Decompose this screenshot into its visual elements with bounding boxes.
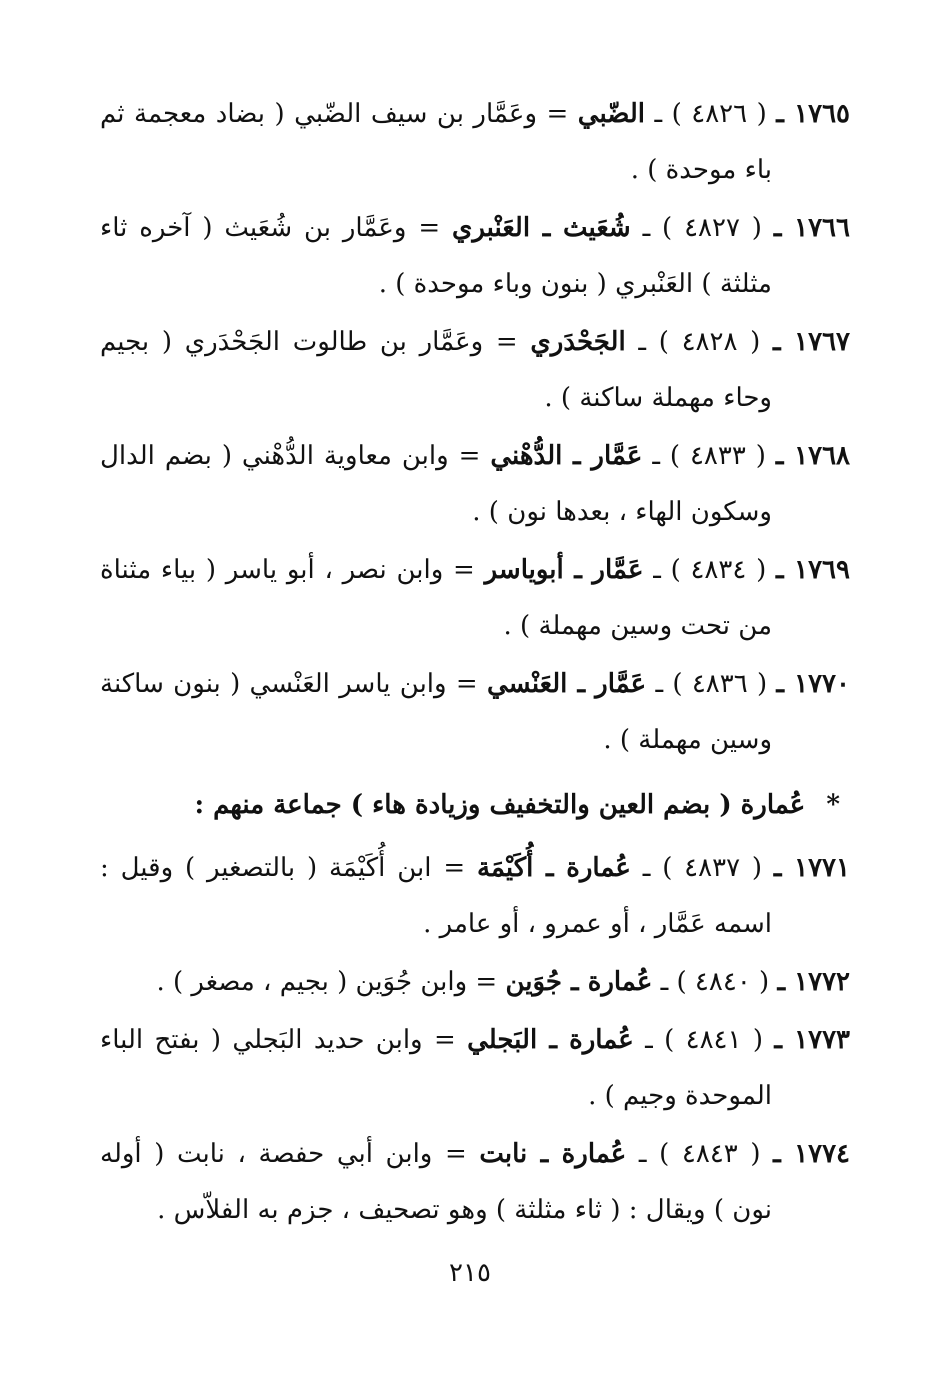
star-icon: * xyxy=(826,790,840,820)
entry-text: ( ٤٨٤٠ ) ـ xyxy=(652,967,778,997)
entry-text: = وابن معاوية الدُّهْني ( بضم الدال xyxy=(100,441,491,471)
entry xyxy=(100,656,850,768)
entry-number: ١٧٦٥ ـ xyxy=(776,99,850,129)
entry-line-2: نون ) ويقال : ( ثاء مثلثة ) وهو تصحيف ، جزم به الفلاّس . xyxy=(157,1195,772,1225)
entry-line-2: وحاء مهملة ساكنة ) . xyxy=(544,383,772,413)
entry-text: = وابن جُوَين ( بجيم ، مصغر ) . xyxy=(156,967,506,997)
entry-text: = وعَمَّار بن شُعَيث ( آخره ثاء xyxy=(100,213,452,243)
entry-name: الضّبي xyxy=(577,99,645,129)
entry-line-2: الموحدة وجيم ) . xyxy=(588,1081,772,1111)
entry-line-1 xyxy=(100,840,850,896)
entry-line-2: من تحت وسين مهملة ) . xyxy=(503,611,772,641)
entry xyxy=(100,1126,850,1238)
entry-number: ١٧٦٦ ـ xyxy=(773,213,850,243)
entry-text: ( ٤٨٣٤ ) ـ xyxy=(643,555,776,585)
entry-line-1 xyxy=(100,200,850,256)
entry-text: ( ٤٨٢٧ ) ـ xyxy=(630,213,774,243)
entry xyxy=(100,314,850,426)
entry-text: ( ٤٨٤١ ) ـ xyxy=(633,1025,775,1055)
entry-text: = وعَمَّار بن طالوت الجَحْدَري ( بجيم xyxy=(100,327,531,357)
entry-text: = ابن أُكَيْمَة ( بالتصغير ) وقيل : xyxy=(100,853,477,883)
entry-line-2: اسمه عَمَّار ، أو عمرو ، أو عامر . xyxy=(423,909,772,939)
entry-line-2: مثلثة ) العَنْبري ( بنون وباء موحدة ) . xyxy=(378,269,772,299)
entry-name: عَمَّار ـ الدُّهْني xyxy=(490,441,643,471)
section-heading xyxy=(100,772,850,838)
entry-name: الجَحْدَري xyxy=(530,327,626,357)
entry-line-1 xyxy=(100,86,850,142)
page-number: ٢١٥ xyxy=(449,1258,491,1288)
entry-line-1 xyxy=(100,542,850,598)
entry-number: ١٧٦٩ ـ xyxy=(775,555,850,585)
entries-list xyxy=(100,86,850,1240)
entry-line-1 xyxy=(100,656,850,712)
entry-number: ١٧٧٤ ـ xyxy=(773,1139,850,1169)
entry-line-1 xyxy=(100,314,850,370)
entry-line-1 xyxy=(100,1126,850,1182)
entry-line-2: باء موحدة ) . xyxy=(630,155,772,185)
entries-group-before xyxy=(100,86,850,768)
entry-text: = وابن حديد البَجلي ( بفتح الباء xyxy=(100,1025,468,1055)
entry-name: عَمَّار ـ أبوياسر xyxy=(484,555,644,585)
entry-number: ١٧٧٣ ـ xyxy=(774,1025,850,1055)
entry-number: ١٧٦٨ ـ xyxy=(775,441,850,471)
entry-name: عَمَّار ـ العَنْسي xyxy=(486,669,647,699)
entry-name: عُمارة ـ نابت xyxy=(479,1139,627,1169)
entry-number: ١٧٧٠ ـ xyxy=(776,669,850,699)
entry-line-1 xyxy=(100,1012,850,1068)
entries-group-after xyxy=(100,840,850,1238)
entry-number: ١٧٧١ ـ xyxy=(773,853,850,883)
entry-number: ١٧٦٧ ـ xyxy=(773,327,850,357)
entry-name: شُعَيث ـ العَنْبري xyxy=(451,213,631,243)
entry xyxy=(100,1012,850,1124)
entry-name: عُمارة ـ البَجلي xyxy=(467,1025,634,1055)
entry-text: ( ٤٨٣٣ ) ـ xyxy=(642,441,776,471)
entry xyxy=(100,954,850,1010)
entry-text: ( ٤٨٣٧ ) ـ xyxy=(630,853,774,883)
entry-text: = وابن أبي حفصة ، نابت ( أوله xyxy=(100,1139,480,1169)
entry-line-1 xyxy=(100,428,850,484)
entry-name: عُمارة ـ جُوَين xyxy=(505,967,653,997)
entry xyxy=(100,542,850,654)
entry-line-1 xyxy=(100,954,850,1010)
entry xyxy=(100,840,850,952)
entry-text: ( ٤٨٣٦ ) ـ xyxy=(646,669,777,699)
entry xyxy=(100,428,850,540)
entry xyxy=(100,200,850,312)
section-heading-text: عُمارة ( بضم العين والتخفيف وزيادة هاء ) جماعة منهم : xyxy=(194,790,806,820)
entry-number: ١٧٧٢ ـ xyxy=(777,967,850,997)
entry-text: = وعَمَّار بن سيف الضّبي ( بضاد معجمة ثم xyxy=(100,99,578,129)
entry-text: = وابن ياسر العَنْسي ( بنون ساكنة xyxy=(100,669,487,699)
entry-line-2: وسكون الهاء ، بعدها نون ) . xyxy=(472,497,772,527)
entry-text: = وابن نصر ، أبو ياسر ( بياء مثناة xyxy=(100,555,485,585)
entry-line-2: وسين مهملة ) . xyxy=(603,725,772,755)
entry-text: ( ٤٨٢٦ ) ـ xyxy=(645,99,777,129)
entry xyxy=(100,86,850,198)
entry-text: ( ٤٨٤٣ ) ـ xyxy=(626,1139,774,1169)
entry-text: ( ٤٨٢٨ ) ـ xyxy=(625,327,774,357)
entry-name: عُمارة ـ أُكَيْمَة xyxy=(476,853,631,883)
